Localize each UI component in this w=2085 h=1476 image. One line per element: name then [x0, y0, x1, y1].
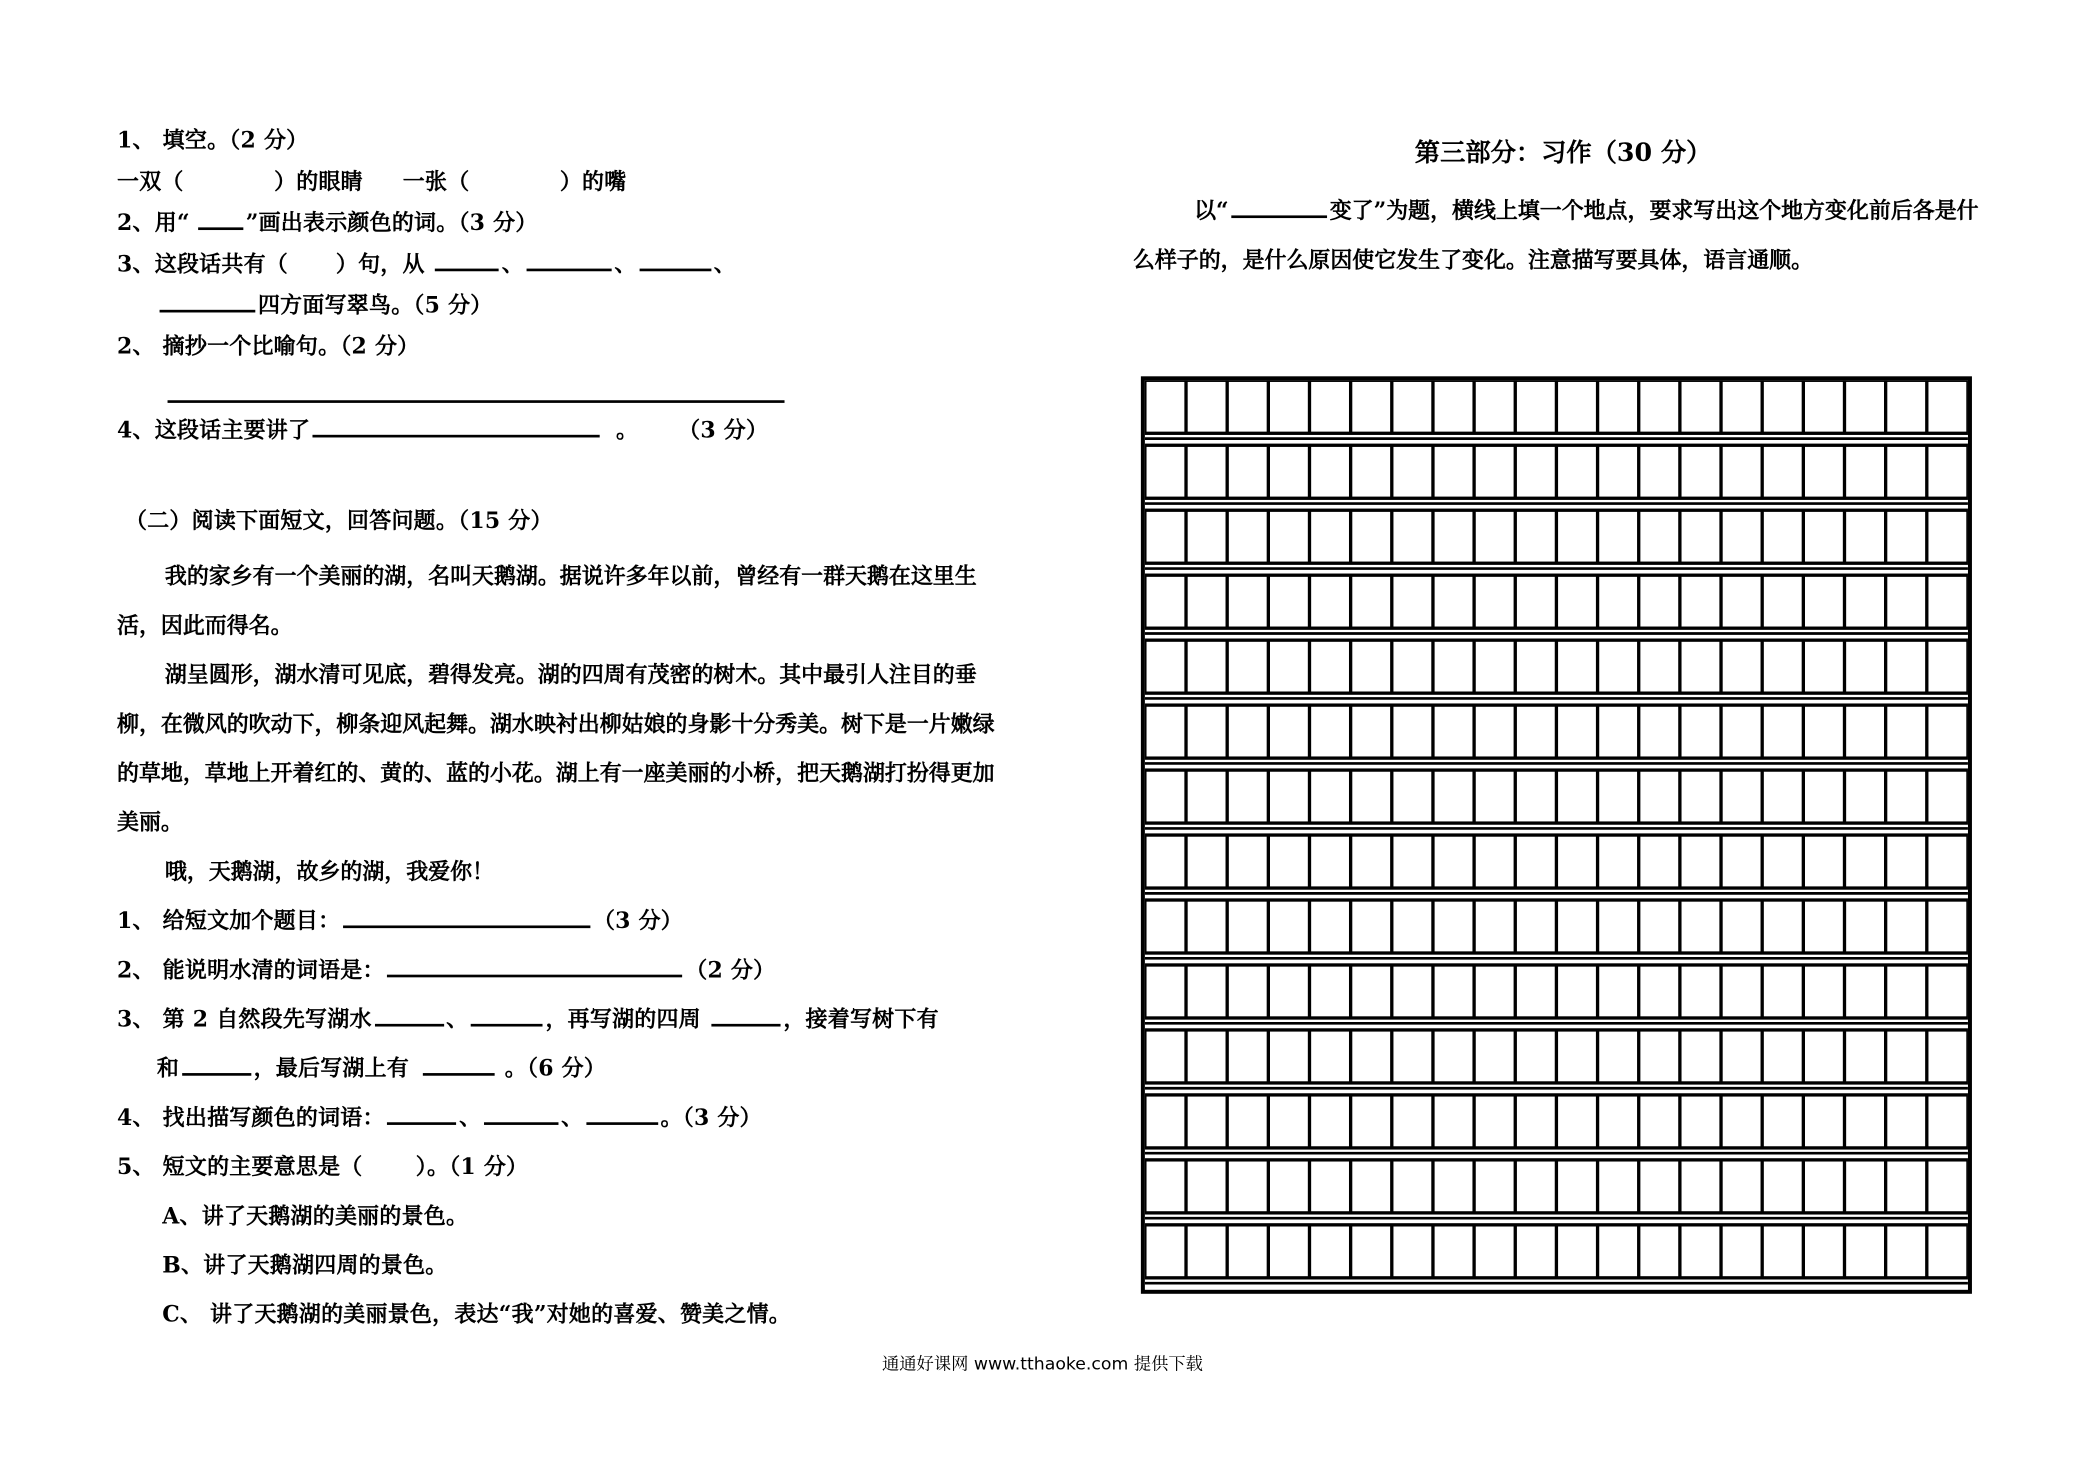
r3-score: 。（6 分） [504, 1055, 607, 1082]
answer-blank[interactable] [586, 1101, 658, 1125]
passage-paragraph: 我的家乡有一个美丽的湖，名叫天鹅湖。据说许多年以前，曾经有一群天鹅在这里生活，因此而得名。 [117, 563, 977, 639]
option-c[interactable] [117, 1290, 1021, 1339]
reading-q3 [117, 995, 1021, 1044]
section-2-title: （二）阅读下面短文，回答问题。（15 分） [124, 507, 553, 534]
answer-blank[interactable] [387, 953, 682, 977]
q1-item-a-start: 一双（ [117, 168, 184, 195]
answer-blank[interactable] [374, 1003, 443, 1027]
r2-score: （2 分） [685, 957, 776, 983]
answer-blank[interactable] [471, 1003, 543, 1027]
option-a[interactable] [117, 1191, 1021, 1240]
answer-blank[interactable] [160, 289, 256, 313]
separator: 、 [446, 1006, 469, 1032]
q4-start: 4、这段话主要讲了 [117, 417, 311, 443]
r3-mid2: ，接着写树下有 [783, 1006, 939, 1032]
answer-blank[interactable] [313, 414, 600, 438]
reading-q5 [117, 1142, 1021, 1191]
prompt-rest: 变了”为题，横线上填一个地点，要求写出这个地方变化前后各是什么样子的，是什么原因使它发生了变化。注意描写要具体，语言通顺。 [1132, 198, 1979, 273]
r4-score: 。（3 分） [660, 1104, 762, 1131]
option-c-text: C、 讲了天鹅湖的美丽景色，表达“我”对她的喜爱、赞美之情。 [162, 1301, 791, 1328]
q1-label: 1、 填空。（2 分） [117, 127, 309, 153]
q3-mid: ）句，从 [335, 251, 425, 277]
option-b[interactable] [117, 1241, 1021, 1290]
r5-start: 5、 短文的主要意思是（ [117, 1154, 363, 1180]
reading-q4 [117, 1093, 1021, 1142]
separator: 、 [614, 251, 637, 277]
composition-grid[interactable] [1141, 376, 1972, 1293]
q1-item-b-start: 一张（ [402, 168, 470, 195]
option-a-text: A、讲了天鹅湖的美丽的景色。 [162, 1203, 469, 1229]
question-sentences-cont [117, 287, 1021, 328]
title-blank[interactable] [1231, 194, 1327, 218]
reading-q2 [117, 945, 1021, 994]
answer-blank[interactable] [422, 1052, 494, 1076]
q4-score: （3 分） [678, 417, 769, 443]
separator: 、 [501, 251, 524, 277]
r5-score: ）。（1 分） [415, 1154, 529, 1180]
q3-start: 3、这段话共有（ [117, 251, 289, 277]
left-column [117, 122, 1021, 1339]
r3-start: 3、 第 2 自然段先写湖水 [117, 1006, 372, 1032]
reading-q1 [117, 896, 1021, 945]
footer-credit: 通通好课网 www.tthaoke.com 提供下载 [881, 1354, 1203, 1375]
answer-blank[interactable] [484, 1101, 558, 1125]
composition-grid-lines [1145, 380, 1968, 1290]
r1-start: 1、 给短文加个题目： [117, 908, 341, 934]
question-fill-items [117, 164, 1021, 205]
q2-end: ”画出表示颜色的词。（3 分） [245, 210, 538, 236]
separator: 、 [713, 251, 736, 277]
q2-start: 2、用“ [117, 210, 190, 236]
q4-period: 。 [616, 417, 639, 443]
r3-mid3: ，最后写湖上有 [253, 1055, 410, 1082]
separator: 、 [561, 1104, 584, 1131]
answer-line[interactable] [168, 398, 785, 403]
option-b-text: B、讲了天鹅湖四周的景色。 [162, 1252, 448, 1278]
passage-paragraph: 哦，天鹅湖，故乡的湖，我爱你！ [164, 858, 494, 885]
q2x-label: 2、 摘抄一个比喻句。（2 分） [117, 333, 420, 360]
passage-paragraph: 湖呈圆形，湖水清可见底，碧得发亮。湖的四周有茂密的树木。其中最引人注目的垂柳，在微风的吹动下，柳条迎风起舞。湖水映衬出柳姑娘的身影十分秀美。树下是一片嫩绿的草地，草地上开着红的、黄的、蓝的小花。湖上有一座美丽的小桥，把天鹅湖打扮得更加美丽。 [117, 662, 995, 836]
question-sentences [117, 246, 1021, 287]
q1-item-a-end: ）的眼睛 [274, 168, 363, 195]
question-main-idea [117, 412, 1021, 502]
q3-end: 四方面写翠鸟。（5 分） [257, 292, 493, 318]
answer-blank[interactable] [435, 247, 499, 271]
separator: 、 [459, 1104, 482, 1131]
question-underline-colors [117, 205, 1021, 246]
answer-blank[interactable] [387, 1101, 456, 1125]
r4-start: 4、 找出描写颜色的词语： [117, 1104, 385, 1131]
section-3-title: 第三部分：习作（30 分） [1414, 138, 1712, 168]
r2-start: 2、 能说明水清的词语是： [117, 957, 385, 983]
reading-q3-cont [117, 1044, 1021, 1093]
answer-blank[interactable] [182, 1052, 251, 1076]
section-2-heading [117, 503, 1021, 552]
q1-item-b-end: ）的嘴 [559, 168, 627, 195]
answer-blank[interactable] [343, 904, 590, 928]
question-fill [117, 122, 1021, 163]
prompt-start: 以“ [1194, 198, 1229, 224]
answer-blank[interactable] [198, 206, 243, 230]
answer-blank[interactable] [639, 247, 711, 271]
r3-and: 和 [156, 1055, 180, 1082]
answer-blank[interactable] [712, 1003, 781, 1027]
r3-mid: ，再写湖的四周 [545, 1006, 701, 1032]
writing-prompt [1133, 186, 1984, 284]
question-simile [117, 328, 1021, 369]
r1-score: （3 分） [592, 908, 684, 934]
simile-answer-line[interactable] [117, 370, 1021, 413]
answer-blank[interactable] [527, 247, 612, 271]
